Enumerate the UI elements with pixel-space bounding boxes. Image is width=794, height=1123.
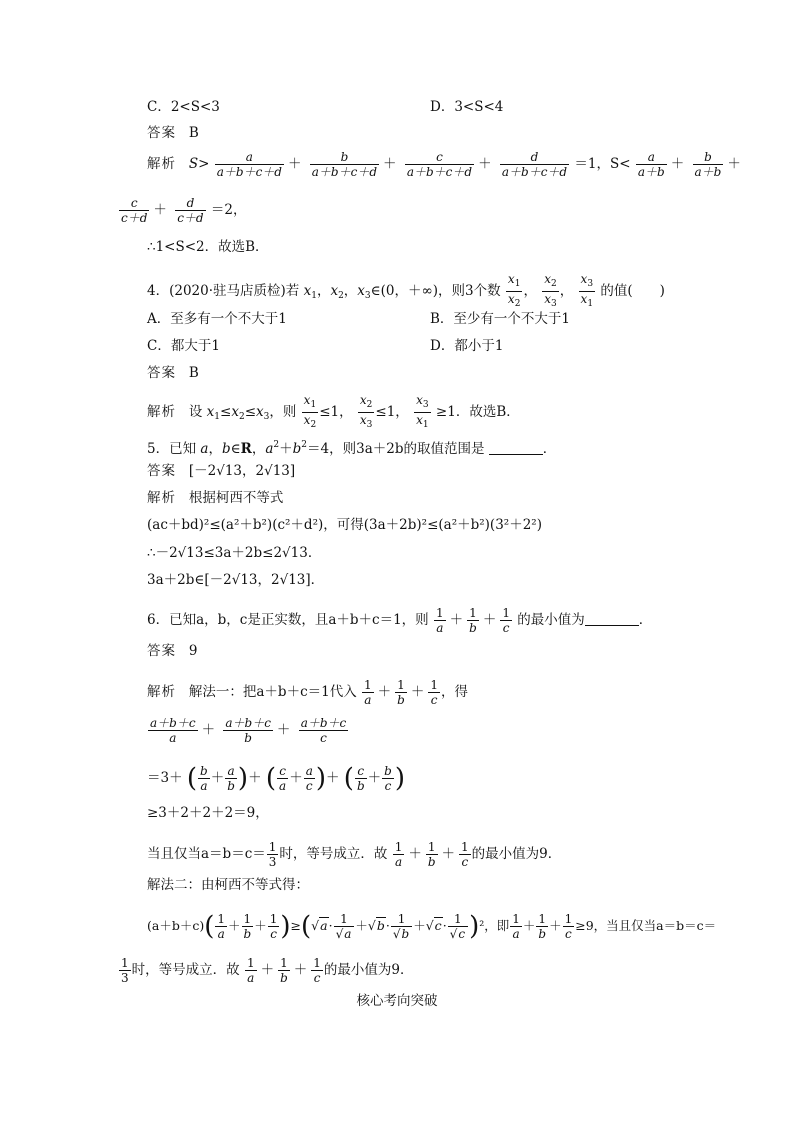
- fraction: $\frac{c}{c+d}$: [121, 196, 148, 225]
- answer-line: [147, 462, 295, 480]
- analysis-line: 解析 根据柯西不等式: [147, 490, 284, 506]
- equality-condition: 当且仅当a＝b＝c＝ $\frac{1}{3}$ 时，等号成立．故 $\frac{1}{a}$ ＋ $\frac{1}{b}$ ＋ $\frac{1}{c}$ 的最小值为9．: [147, 840, 562, 869]
- fraction: $\frac{d}{a+b+c+d}$: [501, 150, 568, 179]
- analysis-line-2: $\frac{c}{c+d}$ ＋ $\frac{d}{c+d}$ ＝2，: [121, 196, 247, 225]
- answer-label: 答案: [147, 643, 176, 659]
- analysis-label: 解析: [147, 490, 176, 506]
- problem-4-stem: 4．(2020·驻马店质检)若 $x_1$，$x_2$，$x_3\in(0$，＋∞)，则3个数 $\frac{x_1}{x_2}$ ， $\frac{x_2}{x_3}$ ， $\frac{x_3}{x_1}$ 的值( ): [147, 272, 665, 309]
- fraction: $\frac{a}{a+b+c+d}$: [216, 150, 282, 179]
- derivation-line-2: ∴－2√13≤3a＋2b≤2√13．: [147, 545, 322, 561]
- analysis-line: 解析 解法一：把a＋b＋c＝1代入 $\frac{1}{a}$ ＋ $\frac{1}{b}$ ＋ $\frac{1}{c}$ ，得: [147, 678, 468, 707]
- fraction: $\frac{x_3}{x_1}$: [416, 393, 429, 430]
- option-b: B．至少有一个不大于1: [430, 311, 571, 327]
- cauchy-line: (a＋b＋c)( $\frac{1}{a}$ ＋ $\frac{1}{b}$ ＋ $\frac{1}{c}$ )≥(√a· $\frac{1}{√a}$ ＋√b· $\frac{1}{√b}$ ＋√c· $\frac{1}{√c}$ )²，即 $\frac{1}{a}$ ＋ $\frac{1}{b}$ ＋ $\frac{1}{c}$ ≥9，当且仅当a＝b＝c＝: [147, 911, 717, 942]
- problem-6-stem: 6．已知a，b，c是正实数，且a＋b＋c＝1，则 $\frac{1}{a}$ ＋ $\frac{1}{b}$ ＋ $\frac{1}{c}$ 的最小值为 ．: [147, 606, 653, 635]
- option-d: D．都小于1: [430, 338, 504, 354]
- conclusion-line: ∴1<S<2．故选B．: [147, 239, 269, 255]
- derivation-line-1: (ac＋bd)²≤(a²＋b²)(c²＋d²)，可得(3a＋2b)²≤(a²＋b²)(3²＋2²): [147, 517, 542, 533]
- fraction: $\frac{d}{c+d}$: [177, 196, 204, 225]
- answer-label: 答案: [147, 125, 176, 141]
- fraction: $\frac{x_1}{x_2}$: [303, 393, 317, 430]
- fraction: $\frac{x_2}{x_3}$: [544, 272, 557, 309]
- derivation-line-2: ＝3＋ ( $\frac{b}{a}$ ＋ $\frac{a}{b}$ )＋ ( $\frac{c}{a}$ ＋ $\frac{a}{c}$ )＋ ( $\frac{c}{b}$ ＋ $\frac{b}{c}$ ): [147, 763, 405, 794]
- option-d: D．3<S<4: [430, 99, 504, 115]
- option-a: A．至多有一个不大于1: [147, 311, 287, 327]
- answer-line: [147, 642, 197, 660]
- analysis-label: 解析: [147, 404, 176, 420]
- fraction: $\frac{a}{a+b}$: [637, 150, 665, 179]
- method-2-conclusion: $\frac{1}{3}$ 时，等号成立．故 $\frac{1}{a}$ ＋ $\frac{1}{b}$ ＋ $\frac{1}{c}$ 的最小值为9．: [121, 956, 414, 985]
- answer-value: B: [188, 365, 199, 381]
- fraction: $\frac{b}{a+b}$: [694, 150, 722, 179]
- answer-blank: [489, 440, 543, 455]
- answer-value: 9: [188, 643, 198, 659]
- section-heading: 核心考向突破: [356, 993, 438, 1009]
- analysis-label: 解析: [147, 684, 176, 700]
- answer-label: 答案: [147, 463, 176, 479]
- fraction: $\frac{x_1}{x_2}$: [507, 272, 521, 309]
- option-c: C．都大于1: [147, 338, 220, 354]
- fraction: $\frac{x_3}{x_1}$: [580, 272, 594, 309]
- fraction: $\frac{x_2}{x_3}$: [359, 393, 373, 430]
- method-2-label: 解法二：由柯西不等式得：: [147, 877, 309, 893]
- analysis-line-1: 解析 S> $\frac{a}{a+b+c+d}$ ＋ $\frac{b}{a+b+c+d}$ ＋ $\frac{c}{a+b+c+d}$ ＋ $\frac{d}{a+b+c+d}$ ＝1，S< $\frac{a}{a+b}$ ＋ $\frac{b}{a+b}$ ＋: [147, 150, 741, 179]
- fraction: $\frac{c}{a+b+c+d}$: [406, 150, 473, 179]
- answer-label: 答案: [147, 365, 176, 381]
- option-c: C．2<S<3: [147, 99, 220, 115]
- analysis-line: 解析 设 $x_1\le x_2\le x_3$，则 $\frac{x_1}{x_2}$ ≤1， $\frac{x_2}{x_3}$ ≤1， $\frac{x_3}{x_1}$ ≥1．故选B．: [147, 393, 520, 430]
- answer-line: [147, 124, 199, 142]
- analysis-label: 解析: [147, 156, 176, 172]
- fraction: $\frac{b}{a+b+c+d}$: [311, 150, 378, 179]
- answer-blank: [585, 611, 639, 626]
- answer-line: [147, 364, 199, 382]
- answer-value: B: [188, 125, 199, 141]
- derivation-line-3: 3a＋2b∈[－2√13，2√13]．: [147, 572, 325, 588]
- derivation-line-3: ≥3＋2＋2＋2＝9，: [147, 805, 269, 821]
- problem-5-stem: 5．已知 a，b∈R，$a^2+b^2=4$，则3a＋2b的取值范围是 ．: [147, 440, 557, 457]
- answer-value: [－2√13，2√13]: [188, 463, 296, 479]
- derivation-line-1: $\frac{a+b+c}{a}$ ＋ $\frac{a+b+c}{b}$ ＋ $\frac{a+b+c}{c}$: [150, 716, 347, 745]
